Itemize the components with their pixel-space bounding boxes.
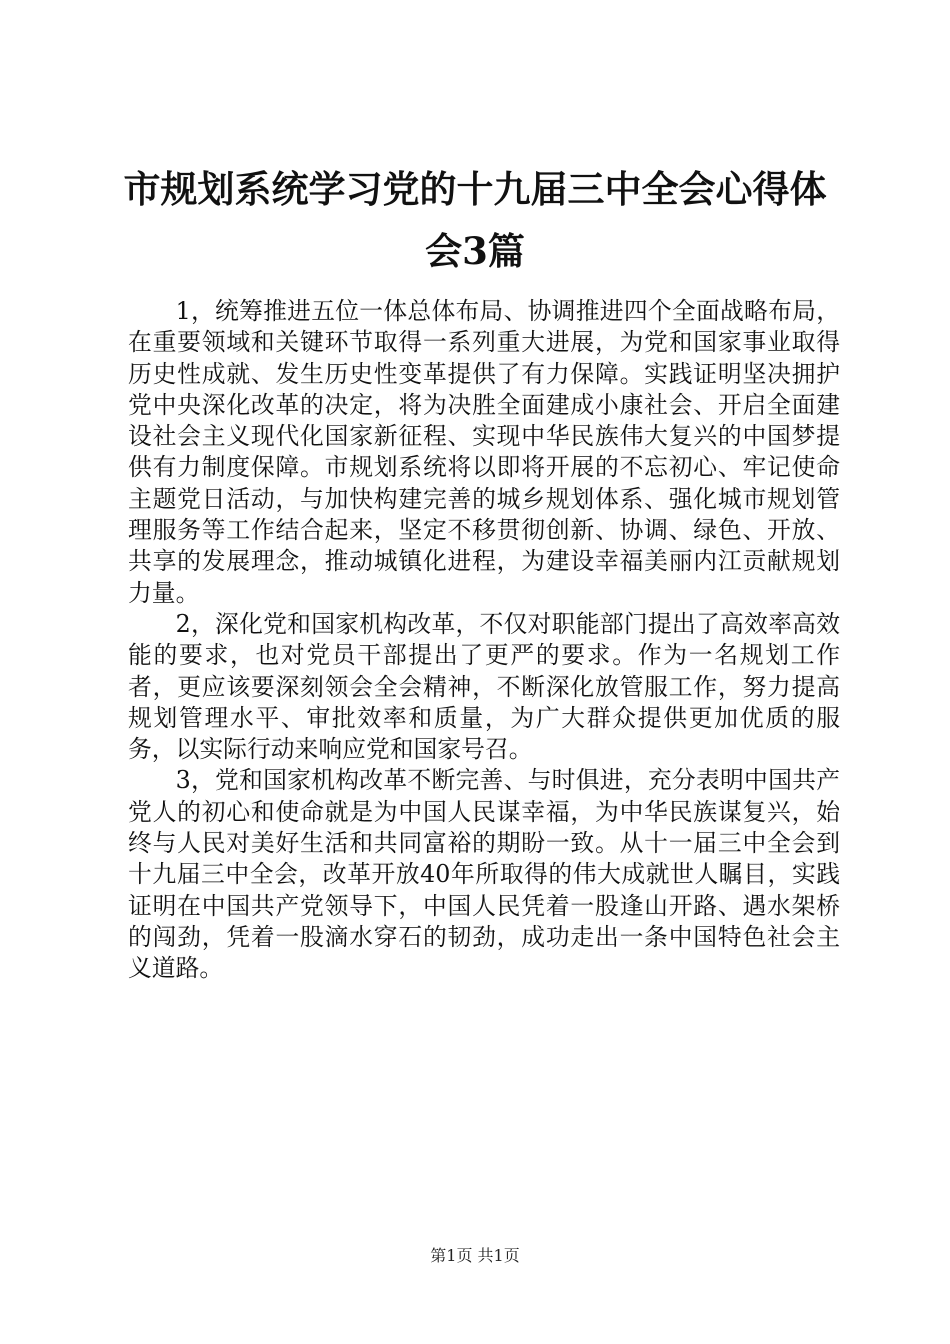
document-body bbox=[128, 296, 840, 985]
paragraph-1: 1，统筹推进五位一体总体布局、协调推进四个全面战略布局，在重要领域和关键环节取得一系列重大进展，为党和国家事业取得历史性成就、发生历史性变革提供了有力保障。实践证明坚决拥护党中央深化改革的决定，将为决胜全面建成小康社会、开启全面建设社会主义现代化国家新征程、实现中华民族伟大复兴的中国梦提供有力制度保障。市规划系统将以即将开展的不忘初心、牢记使命主题党日活动，与加快构建完善的城乡规划体系、强化城市规划管理服务等工作结合起来，坚定不移贯彻创新、协调、绿色、开放、共享的发展理念，推动城镇化进程，为建设幸福美丽内江贡献规划力量。 bbox=[128, 297, 840, 607]
paragraph-2: 2，深化党和国家机构改革，不仅对职能部门提出了高效率高效能的要求，也对党员干部提出了更严的要求。作为一名规划工作者，更应该要深刻领会全会精神，不断深化放管服工作，努力提高规划管理水平、审批效率和质量，为广大群众提供更加优质的服务，以实际行动来响应党和国家号召。 bbox=[128, 609, 840, 764]
page-footer: 第1页 共1页 bbox=[430, 1246, 520, 1265]
paragraph-3: 3，党和国家机构改革不断完善、与时俱进，充分表明中国共产党人的初心和使命就是为中国人民谋幸福，为中华民族谋复兴，始终与人民对美好生活和共同富裕的期盼一致。从十一届三中全会到十九届三中全会，改革开放40年所取得的伟大成就世人瞩目，实践证明在中国共产党领导下，中国人民凭着一股逢山开路、遇水架桥的闯劲，凭着一股滴水穿石的韧劲，成功走出一条中国特色社会主义道路。 bbox=[128, 766, 840, 983]
document-title: 市规划系统学习党的十九届三中全会心得体会3篇 bbox=[123, 167, 827, 273]
